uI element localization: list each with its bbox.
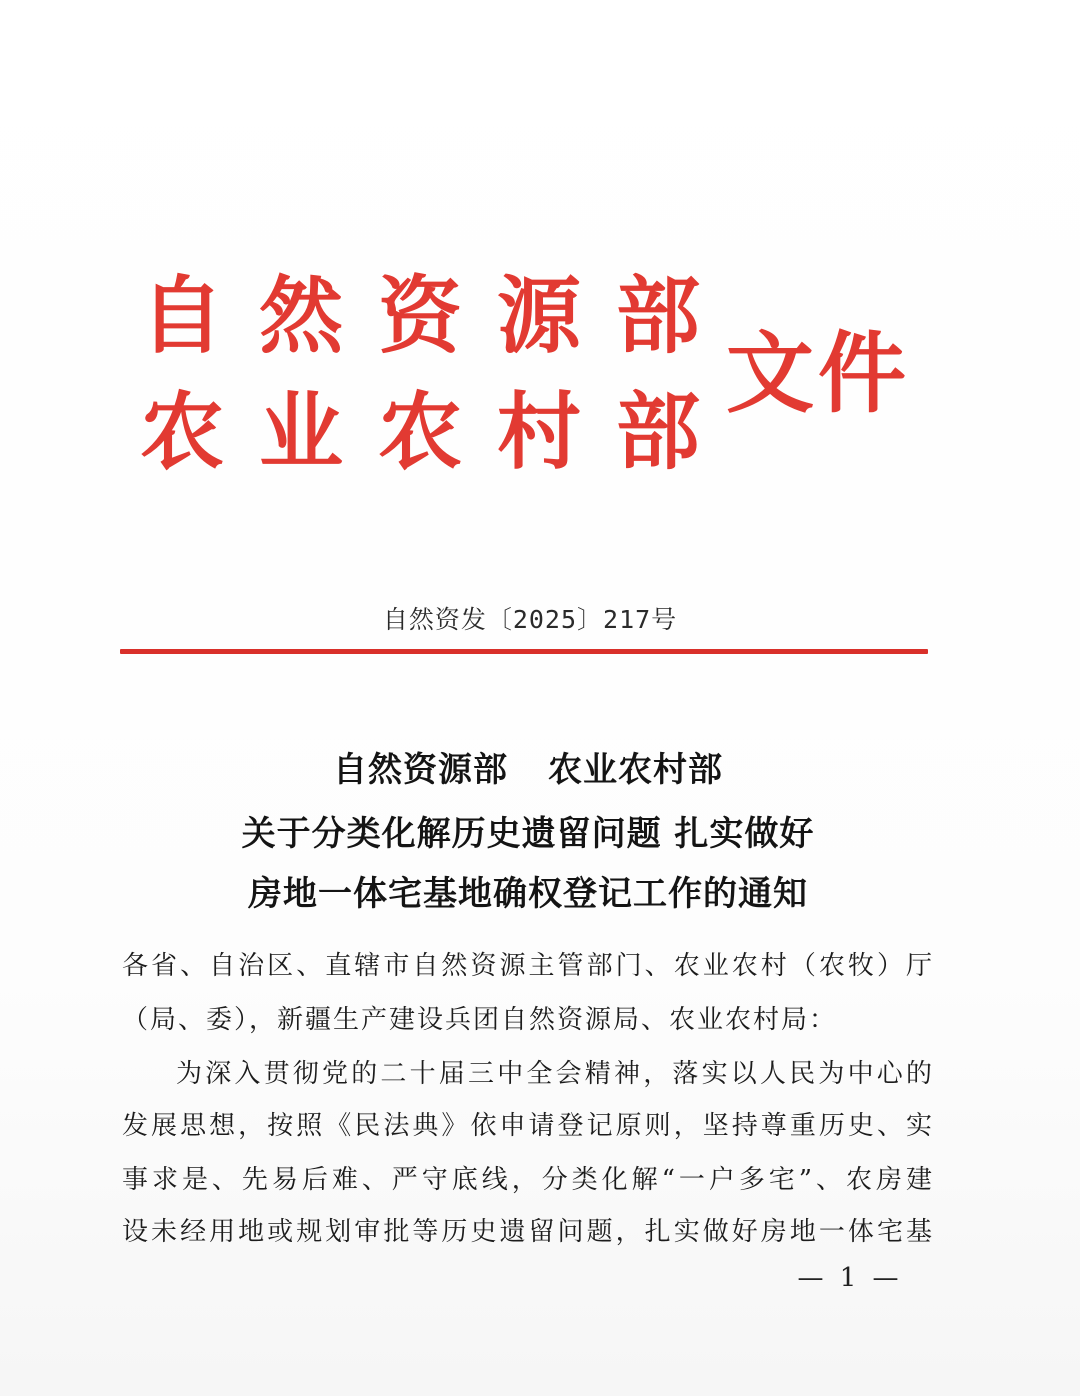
masthead-char: 自 <box>140 266 225 365</box>
title-line-1 <box>0 742 1056 791</box>
masthead-line-1 <box>140 266 700 366</box>
masthead-char: 业 <box>258 382 343 481</box>
masthead-char: 部 <box>615 382 700 481</box>
masthead-char: 资 <box>377 266 462 365</box>
document-number: 自然资发〔2025〕217号 <box>382 605 678 634</box>
body-line: （局、委），新疆生产建设兵团自然资源局、农业农村局： <box>122 1005 838 1035</box>
red-divider-rule <box>120 649 928 654</box>
masthead-line-2 <box>140 382 700 482</box>
body-line: 为深入贯彻党的二十届三中全会精神，落实以人民为中心的 <box>176 1059 934 1089</box>
title-line-3: 房地一体宅基地确权登记工作的通知 <box>248 874 808 914</box>
masthead-char: 部 <box>615 266 700 365</box>
masthead-char: 农 <box>377 382 462 481</box>
body-line: 事求是、先易后难、严守底线，分类化解“一户多宅”、农房建 <box>122 1165 934 1195</box>
body-line: 发展思想，按照《民法典》依申请登记原则，坚持尊重历史、实 <box>122 1111 934 1141</box>
title-line-2: 关于分类化解历史遗留问题 扎实做好 <box>241 814 815 854</box>
masthead-char: 源 <box>496 266 581 365</box>
title-issuer-2: 农业农村部 <box>548 750 723 790</box>
page-number: — 1 — <box>797 1263 903 1293</box>
body-line: 设未经用地或规划审批等历史遗留问题，扎实做好房地一体宅基 <box>122 1217 934 1247</box>
masthead-char: 村 <box>496 382 581 481</box>
title-issuer-1: 自然资源部 <box>333 750 508 790</box>
body-line: 各省、自治区、直辖市自然资源主管部门、农业农村（农牧）厅 <box>122 951 934 981</box>
masthead-suffix: 文件 <box>726 321 911 425</box>
masthead-char: 然 <box>258 266 343 365</box>
masthead-char: 农 <box>140 382 225 481</box>
